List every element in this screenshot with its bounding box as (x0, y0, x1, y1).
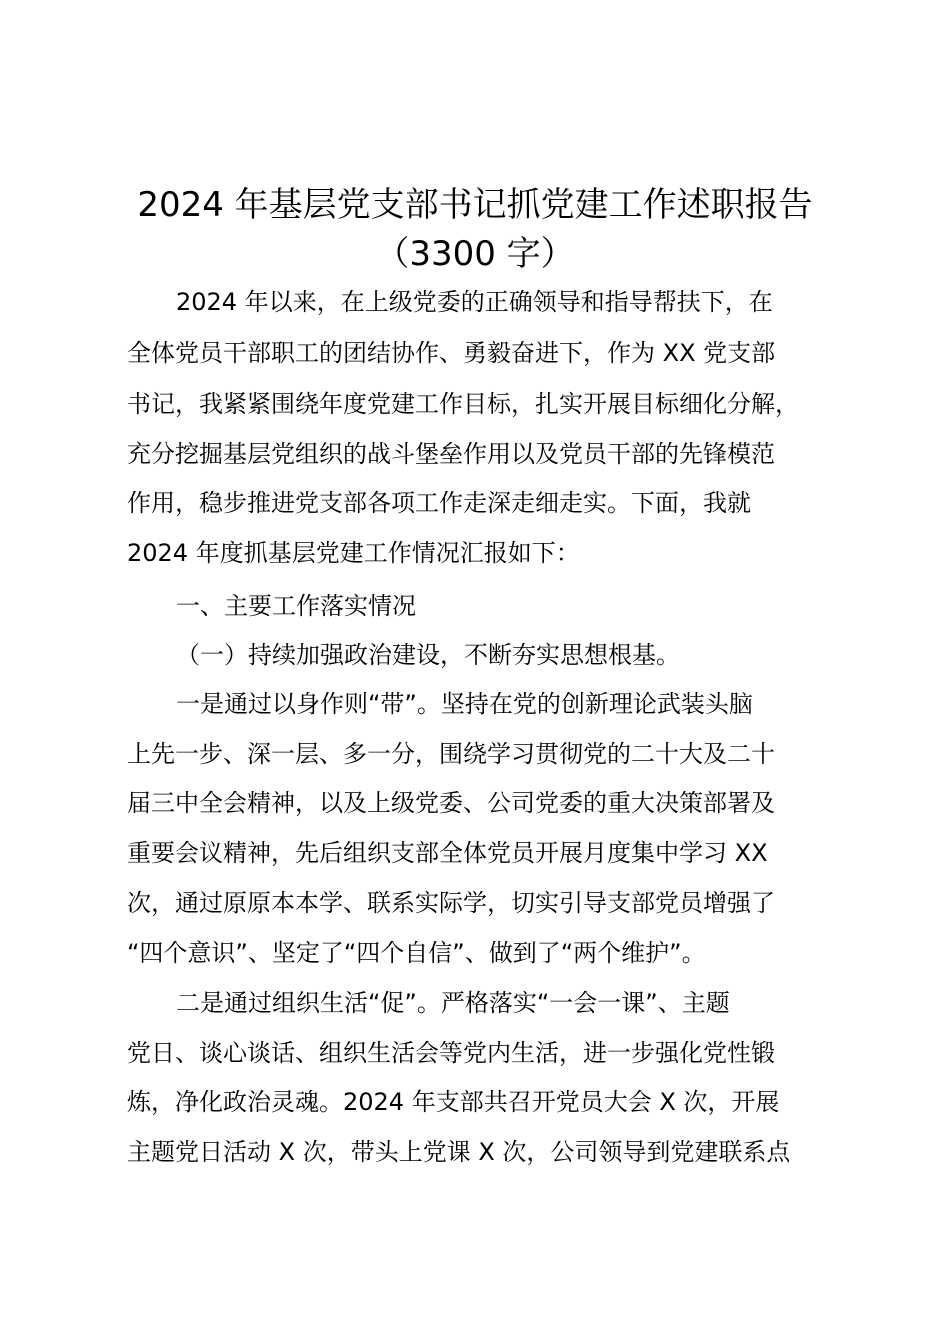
document-title-word-count: （3300 字） (375, 234, 575, 274)
paragraph-2-line-4: 主题党日活动 X 次，带头上党课 X 次，公司领导到党建联系点 (127, 1138, 791, 1166)
paragraph-intro-line-4: 充分挖掘基层党组织的战斗堡垒作用以及党员干部的先锋模范 (127, 440, 775, 468)
paragraph-1-line-6: “四个意识”、坚定了“四个自信”、做到了“两个维护”。 (127, 939, 706, 967)
paragraph-2-line-1: 二是通过组织生活“促”。严格落实“一会一课”、主题 (176, 989, 730, 1017)
paragraph-intro-line-5: 作用，稳步推进党支部各项工作走深走细走实。下面，我就 (127, 489, 751, 517)
paragraph-1-line-3: 届三中全会精神，以及上级党委、公司党委的重大决策部署及 (127, 789, 775, 817)
document-title: 2024 年基层党支部书记抓党建工作述职报告 (137, 185, 813, 225)
section-heading: 一、主要工作落实情况 (176, 592, 416, 620)
paragraph-intro-line-6: 2024 年度抓基层党建工作情况汇报如下： (127, 539, 580, 567)
subsection-heading: （一）持续加强政治建设，不断夯实思想根基。 (176, 641, 680, 669)
paragraph-intro-line-1: 2024 年以来，在上级党委的正确领导和指导帮扶下，在 (176, 288, 773, 316)
paragraph-1-line-1: 一是通过以身作则“带”。坚持在党的创新理论武装头脑 (176, 690, 753, 718)
paragraph-2-line-3: 炼，净化政治灵魂。2024 年支部共召开党员大会 X 次，开展 (127, 1088, 780, 1116)
paragraph-1-line-2: 上先一步、深一层、多一分，围绕学习贯彻党的二十大及二十 (127, 740, 775, 768)
paragraph-1-line-4: 重要会议精神，先后组织支部全体党员开展月度集中学习 XX (127, 839, 768, 867)
paragraph-1-line-5: 次，通过原原本本学、联系实际学，切实引导支部党员增强了 (127, 889, 775, 917)
paragraph-intro-line-2: 全体党员干部职工的团结协作、勇毅奋进下，作为 XX 党支部 (127, 339, 776, 367)
paragraph-intro-line-3: 书记，我紧紧围绕年度党建工作目标，扎实开展目标细化分解， (127, 390, 799, 418)
paragraph-2-line-2: 党日、谈心谈话、组织生活会等党内生活，进一步强化党性锻 (127, 1039, 775, 1067)
